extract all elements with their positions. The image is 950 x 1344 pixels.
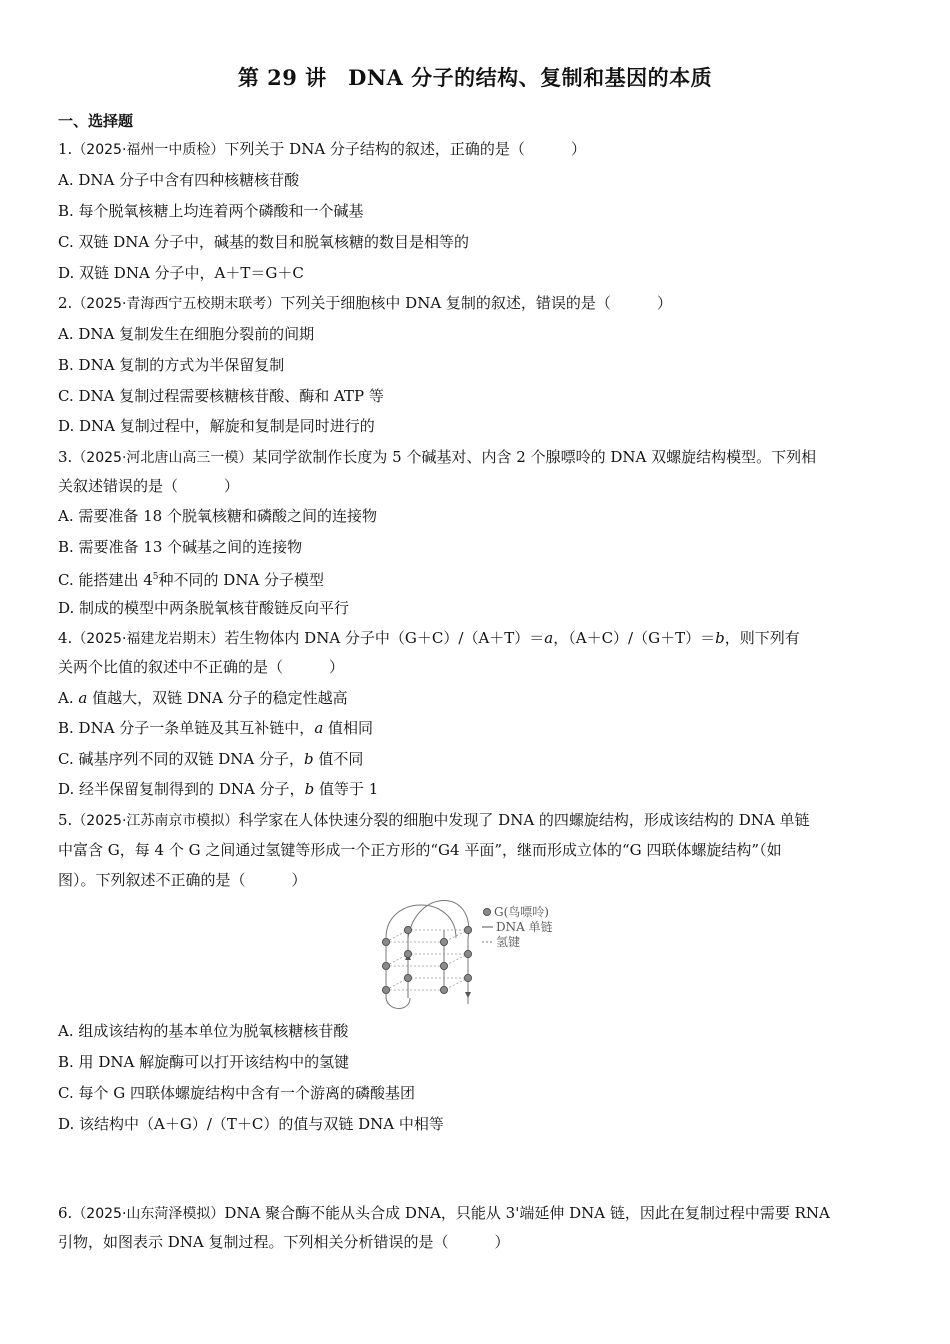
question-source: （2025·福州一中质检） [72,142,225,158]
legend-strand-label: DNA 单链 [496,920,553,934]
question-2-option-c: C. DNA 复制过程需要核糖核苷酸、酶和 ATP 等 [58,387,384,405]
dna-strand-line [386,905,456,938]
strand-arrow-icon [465,992,471,998]
question-2-option-a: A. DNA 复制发生在细胞分裂前的间期 [58,325,315,343]
question-5-option-b: B. 用 DNA 解旋酶可以打开该结构中的氢键 [58,1053,350,1071]
guanine-beads [382,926,471,993]
question-6-stem: 6.（2025·山东菏泽模拟）DNA 聚合酶不能从头合成 DNA，只能从 3'端延伸 DNA 链，因此在复制过程中需要 RNA [58,1204,830,1222]
question-4-stem-cont: 关两个比值的叙述中不正确的是（ ） [58,658,345,676]
g4-plane [386,978,468,990]
question-source: （2025·福建龙岩期末） [72,631,225,647]
question-3-option-a: A. 需要准备 18 个脱氧核糖和磷酸之间的连接物 [58,507,377,525]
legend-guanine-icon [483,908,490,915]
question-1-stem: 1.（2025·福州一中质检）下列关于 DNA 分子结构的叙述，正确的是（ ） [58,140,586,158]
g4-plane [386,954,468,966]
question-5-stem: 5.（2025·江苏南京市模拟）科学家在人体快速分裂的细胞中发现了 DNA 的四螺旋结构，形成该结构的 DNA 单链 [58,811,810,829]
question-5-option-d: D. 该结构中（A＋G）/（T＋C）的值与双链 DNA 中相等 [58,1115,444,1133]
legend-guanine-label: G(鸟嘌呤) [494,905,549,919]
question-4-option-a: A. a 值越大，双链 DNA 分子的稳定性越高 [58,689,348,707]
g-quadruplex-figure [376,894,576,1012]
dna-strand-line [408,901,469,939]
question-5-stem-end: 图）。下列叙述不正确的是（ ） [58,871,307,889]
question-2-option-b: B. DNA 复制的方式为半保留复制 [58,356,285,374]
question-source: （2025·青海西宁五校期末联考） [72,296,281,312]
g-quadruplex-diagram [376,894,576,1012]
question-3-stem-cont: 关叙述错误的是（ ） [58,477,240,495]
question-2-option-d: D. DNA 复制过程中，解旋和复制是同时进行的 [58,417,375,435]
question-5-option-a: A. 组成该结构的基本单位为脱氧核糖核苷酸 [58,1022,349,1040]
question-3-option-c: C. 能搭建出 $4^5$种不同的 DNA 分子模型 [58,571,325,589]
section-heading: 一、选择题 [58,112,134,130]
dna-strand-line [386,938,410,1009]
question-6-stem-cont: 引物，如图表示 DNA 复制过程。下列相关分析错误的是（ ） [58,1233,510,1251]
question-5-stem-cont: 中富含 G，每 4 个 G 之间通过氢键等形成一个正方形的“G4 平面”，继而形成立体的“G 四联体螺旋结构”（如 [58,841,782,859]
question-2-stem: 2.（2025·青海西宁五校期末联考）下列关于细胞核中 DNA 复制的叙述，错误的是（ ） [58,294,672,312]
question-4-option-b: B. DNA 分子一条单链及其互补链中，a 值相同 [58,719,374,737]
question-4-option-c: C. 碱基序列不同的双链 DNA 分子，b 值不同 [58,750,364,768]
question-1-option-c: C. 双链 DNA 分子中，碱基的数目和脱氧核糖的数目是相等的 [58,233,470,251]
question-3-option-d: D. 制成的模型中两条脱氧核苷酸链反向平行 [58,599,350,617]
question-1-option-a: A. DNA 分子中含有四种核糖核苷酸 [58,171,300,189]
legend-hbond-label: 氢键 [496,935,521,949]
question-3-option-b: B. 需要准备 13 个碱基之间的连接物 [58,538,303,556]
question-4-stem: 4.（2025·福建龙岩期末）若生物体内 DNA 分子中（G＋C）/（A＋T）＝a，（A＋C）/（G＋T）＝b，则下列有 [58,629,800,647]
question-1-option-b: B. 每个脱氧核糖上均连着两个磷酸和一个碱基 [58,202,364,220]
question-source: （2025·山东菏泽模拟） [72,1206,225,1222]
question-4-option-d: D. 经半保留复制得到的 DNA 分子，b 值等于 1 [58,780,379,798]
question-source: （2025·河北唐山高三一模） [72,450,253,466]
question-source: （2025·江苏南京市模拟） [72,813,239,829]
question-1-option-d: D. 双链 DNA 分子中，A＋T＝G＋C [58,264,304,282]
question-5-option-c: C. 每个 G 四联体螺旋结构中含有一个游离的磷酸基团 [58,1084,415,1102]
question-3-stem: 3.（2025·河北唐山高三一模）某同学欲制作长度为 5 个碱基对、内含 2 个腺嘌呤的 DNA 双螺旋结构模型。下列相 [58,448,817,466]
page-title: 第 29 讲 DNA 分子的结构、复制和基因的本质 [237,65,713,90]
